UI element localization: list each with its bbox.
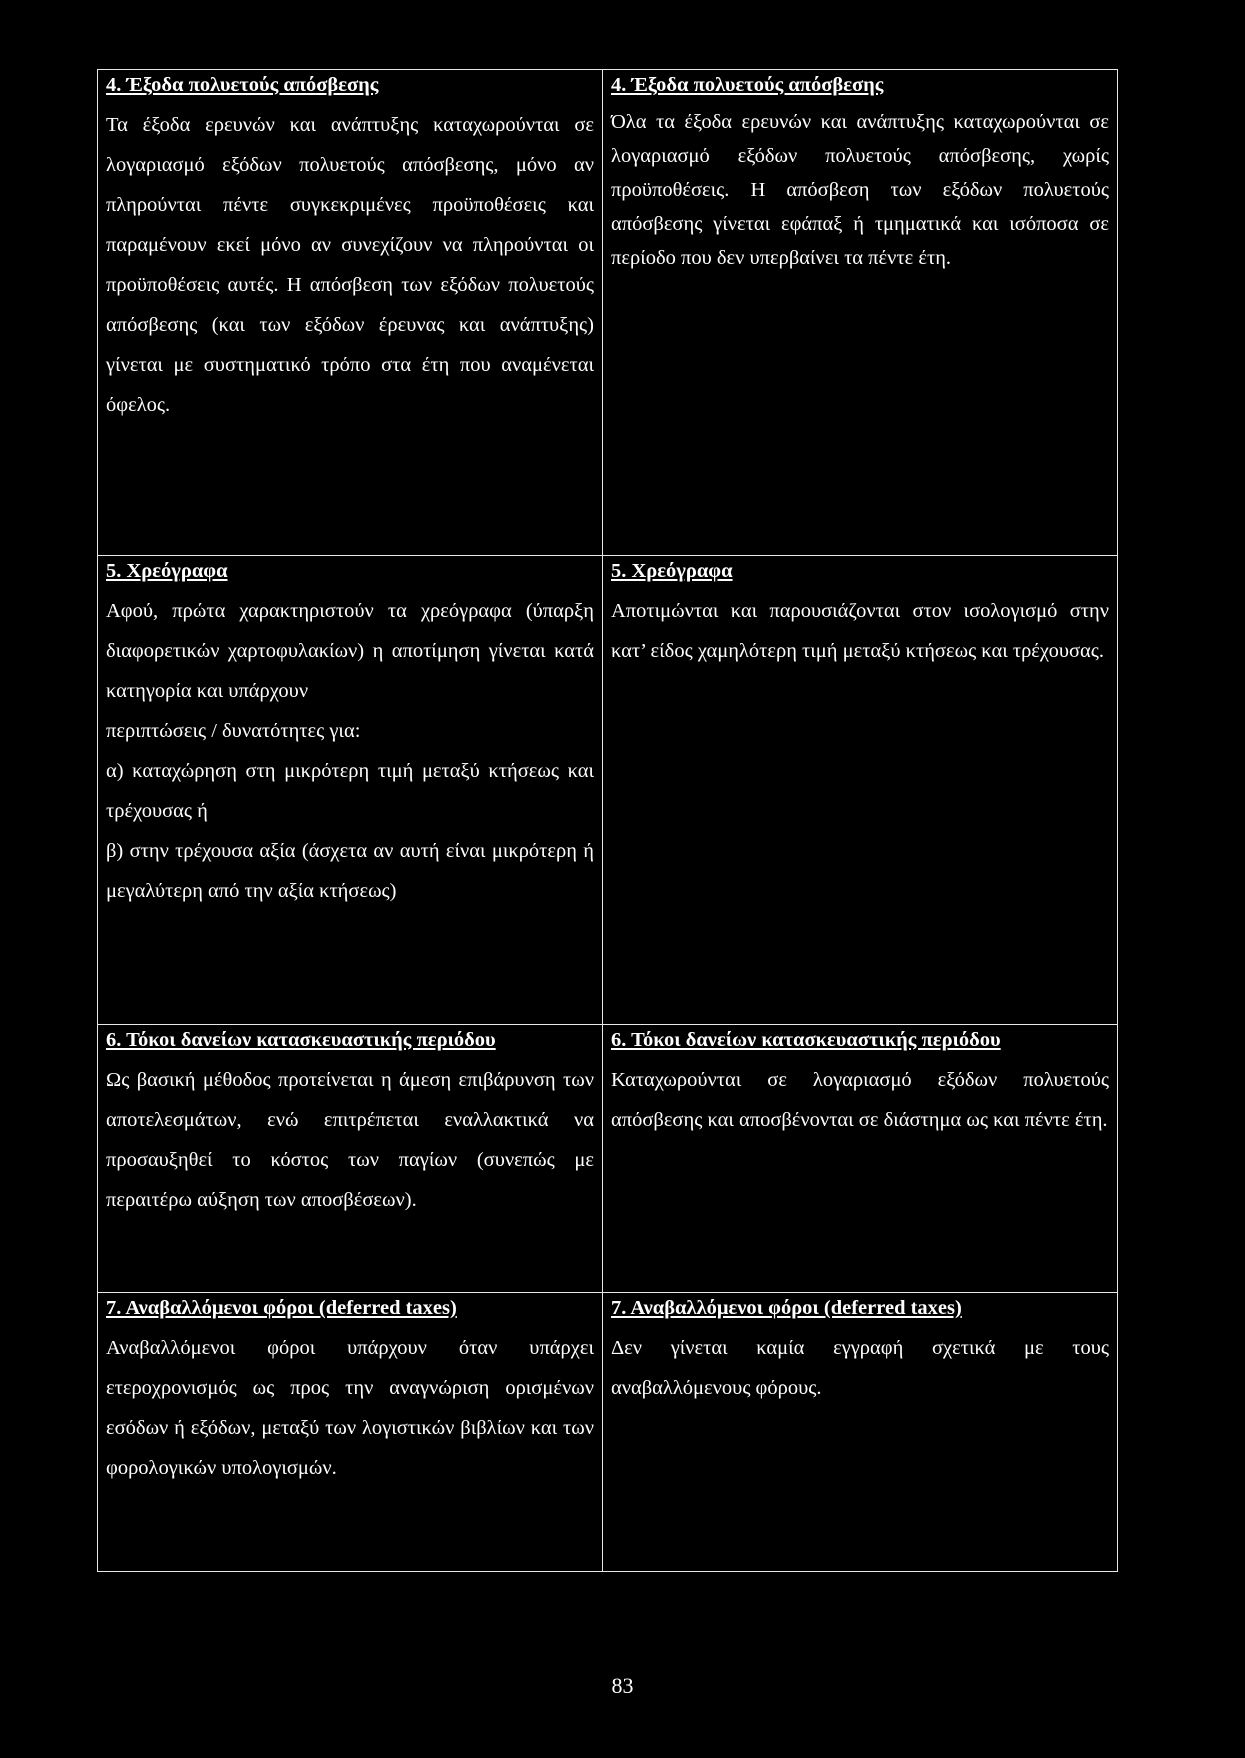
cell-left [98,1293,603,1572]
section-heading: 6. Τόκοι δανείων κατασκευαστικής περιόδου [611,1029,1001,1051]
cell-right [603,556,1118,1025]
section-text: Τα έξοδα ερευνών και ανάπτυξης καταχωρούνται σε λογαριασμό εξόδων πολυετούς απόσβεσης, μόνο αν πληρούνται πέντε συγκεκριμένες προϋποθέσεις και παραμένουν εκεί μόνο αν συνεχίζουν να πληρούνται οι προϋποθέσεις αυτές. Η απόσβεση των εξόδων πολυετούς απόσβεσης (και των εξόδων έρευνας και ανάπτυξης) γίνεται με συστηματικό τρόπο στα έτη που αναμένεται όφελος. [106,114,594,416]
section-text: Αποτιμώνται και παρουσιάζονται στον ισολογισμό στην κατ’ είδος χαμηλότερη τιμή μεταξύ κτήσεως και τρέχουσας. [611,600,1109,662]
cell-right [603,1293,1118,1572]
section-heading: 7. Αναβαλλόμενοι φόροι (deferred taxes) [611,1297,962,1319]
cell-left [98,1025,603,1293]
section-text-line: α) καταχώρηση στη μικρότερη τιμή μεταξύ κτήσεως και τρέχουσας ή [106,760,594,822]
table-row [98,1293,1118,1572]
table-row [98,1025,1118,1293]
cell-right [603,70,1118,556]
comparison-table [97,69,1118,1572]
section-heading: 4. Έξοδα πολυετούς απόσβεσης [611,74,884,96]
section-text: Όλα τα έξοδα ερευνών και ανάπτυξης καταχωρούνται σε λογαριασμό εξόδων πολυετούς απόσβεσης, χωρίς προϋποθέσεις. Η απόσβεση των εξόδων πολυετούς απόσβεσης γίνεται εφάπαξ ή τμηματικά και ισόποσα σε περίοδο που δεν υπερβαίνει τα πέντε έτη. [611,111,1109,269]
section-text-line: β) στην τρέχουσα αξία (άσχετα αν αυτή είναι μικρότερη ή μεγαλύτερη από την αξία κτήσεως) [106,840,594,902]
section-heading: 7. Αναβαλλόμενοι φόροι (deferred taxes) [106,1297,457,1319]
section-text: Καταχωρούνται σε λογαριασμό εξόδων πολυετούς απόσβεσης και αποσβένονται σε διάστημα ως και πέντε έτη. [611,1069,1109,1131]
cell-left [98,70,603,556]
section-text: Αφού, πρώτα χαρακτηριστούν τα χρεόγραφα (ύπαρξη διαφορετικών χαρτοφυλακίων) η αποτίμηση γίνεται κατά κατηγορία και υπάρχουν [106,600,594,702]
section-text: Ως βασική μέθοδος προτείνεται η άμεση επιβάρυνση των αποτελεσμάτων, ενώ επιτρέπεται εναλλακτικά να προσαυξηθεί το κόστος των παγίων (συνεπώς με περαιτέρω αύξηση των αποσβέσεων). [106,1069,594,1211]
cell-right [603,1025,1118,1293]
section-text: Αναβαλλόμενοι φόροι υπάρχουν όταν υπάρχει ετεροχρονισμός ως προς την αναγνώριση ορισμένων εσόδων ή εξόδων, μεταξύ των λογιστικών βιβλίων και των φορολογικών υπολογισμών. [106,1337,594,1479]
page-number: 83 [611,1673,634,1698]
section-heading: 5. Χρεόγραφα [611,560,733,582]
section-text: Δεν γίνεται καμία εγγραφή σχετικά με τους αναβαλλόμενους φόρους. [611,1337,1109,1399]
section-text-line: περιπτώσεις / δυνατότητες για: [106,720,361,742]
cell-left [98,556,603,1025]
section-heading: 5. Χρεόγραφα [106,560,228,582]
section-heading: 6. Τόκοι δανείων κατασκευαστικής περιόδου [106,1029,496,1051]
section-heading: 4. Έξοδα πολυετούς απόσβεσης [106,74,379,96]
table-row [98,556,1118,1025]
table-row [98,70,1118,556]
